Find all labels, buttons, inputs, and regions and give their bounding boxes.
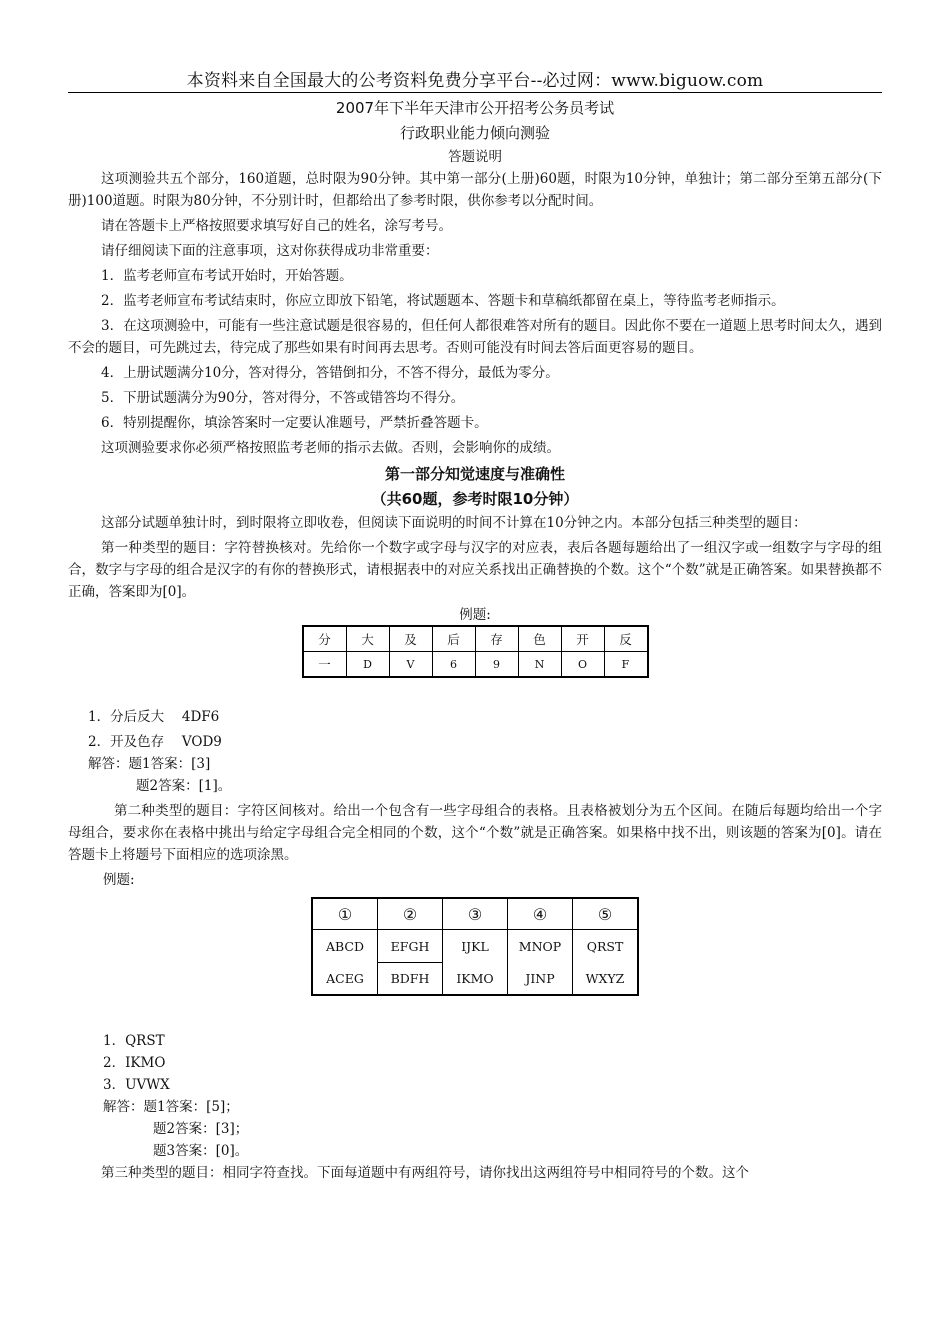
table-header-cell: ④ [508, 898, 573, 930]
table-row [303, 626, 648, 652]
table-cell: ACEG [312, 963, 378, 996]
table-cell: IJKL [443, 930, 508, 963]
example-answer: 题2答案：[1]。 [136, 778, 232, 794]
table-cell: 一 [303, 652, 347, 678]
type2-description: 第二种类型的题目：字符区间核对。给出一个包含有一些字母组合的表格。且表格被划分为五个区间。在随后每题均给出一个字母组合，要求你在表格中挑出与给定字母组合完全相同的个数，这个“个数”就是正确答案。如果格中找不出，则该题的答案为[0]。请在答题卡上将题号下面相应的选项涂黑。 [68, 803, 882, 863]
table-cell: JINP [508, 963, 573, 996]
substitution-table [302, 625, 649, 678]
table-row [312, 930, 638, 963]
example-label: 例题: [459, 607, 491, 623]
table-header-cell: ② [378, 898, 443, 930]
interval-table [311, 897, 639, 996]
notice-item: 2．监考老师宣布考试结束时，你应立即放下铅笔，将试题题本、答题卡和草稿纸都留在桌上，等待监考老师指示。 [101, 293, 785, 309]
table-cell: O [561, 652, 604, 678]
exam-title: 2007年下半年天津市公开招考公务员考试 [335, 99, 615, 117]
table-cell: V [389, 652, 432, 678]
table-cell: 及 [389, 626, 432, 652]
table-row [303, 652, 648, 678]
table-cell: N [518, 652, 561, 678]
type3-description: 第三种类型的题目：相同字符查找。下面每道题中有两组符号，请你找出这两组符号中相同符号的个数。这个 [101, 1165, 749, 1181]
table-cell: 分 [303, 626, 347, 652]
example-label: 例题: [103, 872, 135, 888]
table-cell: EFGH [378, 930, 443, 963]
table-cell: 开 [561, 626, 604, 652]
table-header-cell: ③ [443, 898, 508, 930]
table-cell: ABCD [312, 930, 378, 963]
type1-description: 第一种类型的题目：字符替换核对。先给你一个数字或字母与汉字的对应表，表后各题每题给出了一组汉字或一组数字与字母的组合，数字与字母的组合是汉字的有你的替换形式，请根据表中的对应关系找出正确替换的个数。这个“个数”就是正确答案。如果替换都不正确，答案即为[0]。 [68, 540, 882, 600]
table-header-cell: ① [312, 898, 378, 930]
part1-title: 第一部分知觉速度与准确性 [384, 465, 565, 483]
intro-paragraph: 请仔细阅读下面的注意事项，这对你获得成功非常重要： [101, 243, 439, 259]
intro-paragraph: 这项测验要求你必须严格按照监考老师的指示去做。否则，会影响你的成绩。 [101, 440, 560, 456]
example-answer: 解答：题1答案：[3] [88, 756, 211, 772]
example-question: 1．QRST [103, 1033, 165, 1049]
table-cell: 9 [475, 652, 518, 678]
notice-item: 5．下册试题满分为90分，答对得分，不答或错答均不得分。 [101, 390, 465, 406]
table-cell: 色 [518, 626, 561, 652]
table-cell: 大 [346, 626, 389, 652]
intro-paragraph: 请在答题卡上严格按照要求填写好自己的姓名，涂写考号。 [101, 218, 452, 234]
example-answer: 题3答案：[0]。 [153, 1143, 249, 1159]
table-cell: QRST [573, 930, 639, 963]
part1-subtitle: （共60题，参考时限10分钟） [371, 490, 579, 508]
example-answer: 题2答案：[3]； [153, 1121, 249, 1137]
example-question: 1．分后反大 4DF6 [88, 709, 220, 725]
table-header-cell: ⑤ [573, 898, 639, 930]
example-answer: 解答：题1答案：[5]； [103, 1099, 239, 1115]
table-cell: 反 [604, 626, 648, 652]
table-header-row [312, 898, 638, 930]
example-question: 2．开及色存 VOD9 [88, 734, 222, 750]
header-rule [68, 92, 882, 93]
table-cell: IKMO [443, 963, 508, 996]
table-cell: D [346, 652, 389, 678]
table-cell: 6 [432, 652, 475, 678]
notice-item: 3．在这项测验中，可能有一些注意试题是很容易的，但任何人都很难答对所有的题目。因此你不要在一道题上思考时间太久，遇到不会的题目，可先跳过去，待完成了那些如果有时间再去思考。否则可能没有时间去答后面更容易的题目。 [68, 318, 882, 356]
table-cell: BDFH [378, 963, 443, 996]
exam-subject: 行政职业能力倾向测验 [399, 124, 550, 142]
table-cell: WXYZ [573, 963, 639, 996]
example-question: 2．IKMO [103, 1055, 166, 1071]
example-question: 3．UVWX [103, 1077, 170, 1093]
part1-intro: 这部分试题单独计时，到时限将立即收卷，但阅读下面说明的时间不计算在10分钟之内。本部分包括三种类型的题目： [101, 515, 807, 531]
table-cell: 存 [475, 626, 518, 652]
source-header: 本资料来自全国最大的公考资料免费分享平台--必过网：www.biguow.com [186, 71, 764, 91]
table-cell: 后 [432, 626, 475, 652]
instructions-heading: 答题说明 [448, 149, 502, 165]
table-cell: MNOP [508, 930, 573, 963]
table-row [312, 963, 638, 996]
notice-item: 1．监考老师宣布考试开始时，开始答题。 [101, 268, 353, 284]
notice-item: 4．上册试题满分10分，答对得分，答错倒扣分，不答不得分，最低为零分。 [101, 365, 559, 381]
intro-paragraph: 这项测验共五个部分，160道题，总时限为90分钟。其中第一部分(上册)60题，时限为10分钟，单独计；第二部分至第五部分(下册)100道题。时限为80分钟，不分别计时，但都给出了参考时限，供你参考以分配时间。 [68, 171, 882, 209]
document-body [68, 96, 882, 1184]
table-cell: F [604, 652, 648, 678]
notice-item: 6．特别提醒你，填涂答案时一定要认准题号，严禁折叠答题卡。 [101, 415, 488, 431]
